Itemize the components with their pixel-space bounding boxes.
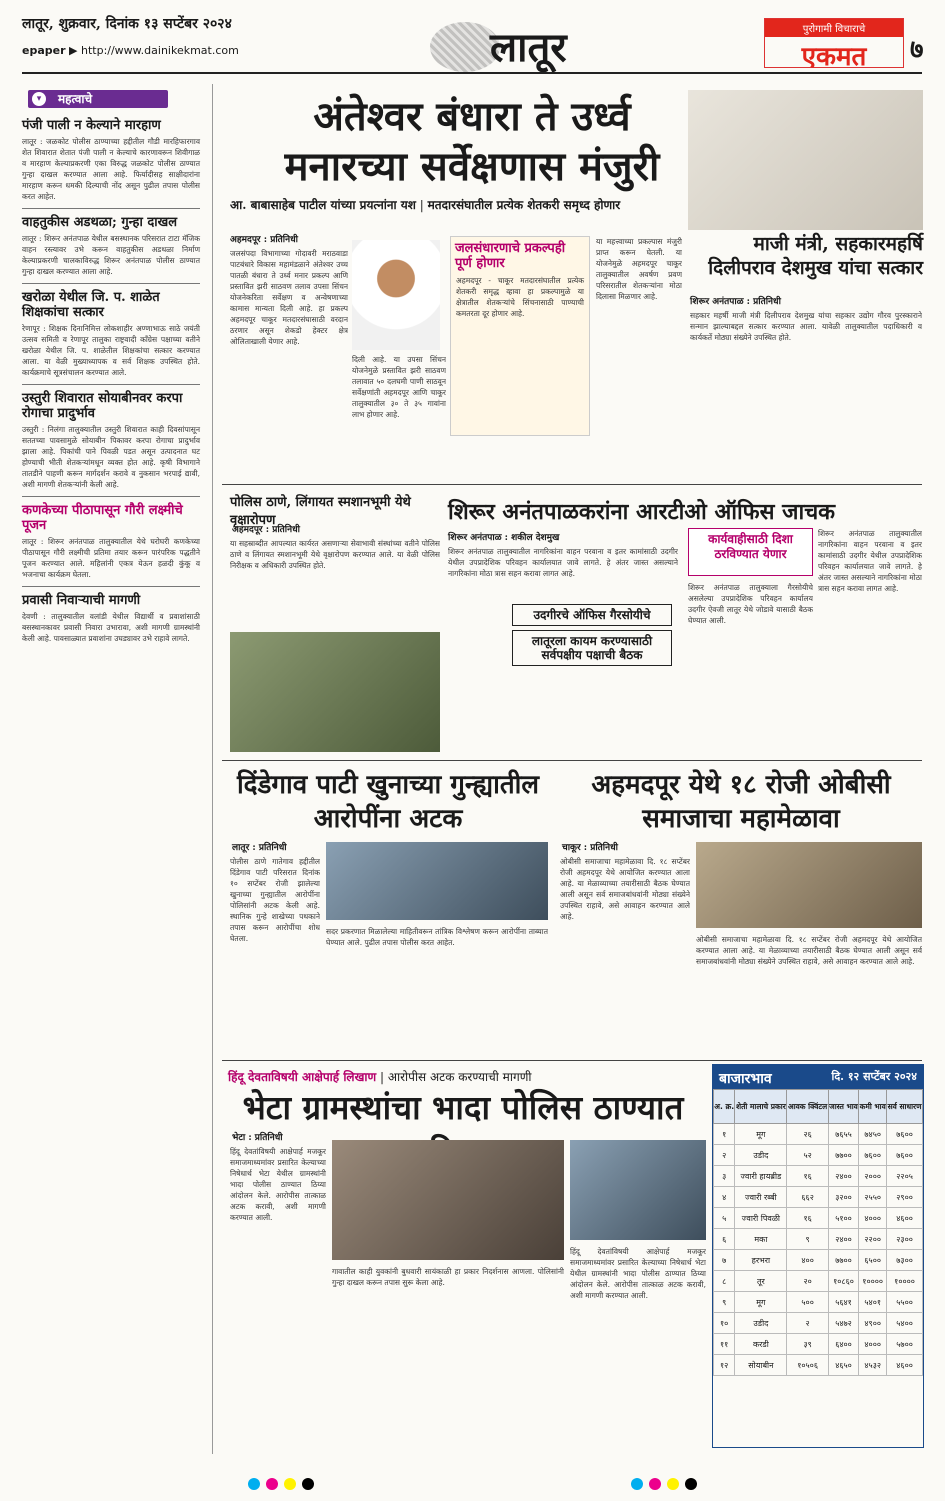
brief-item: उस्तुरी शिवारात सोयाबीनवर करपा रोगाचा प्रादुर्भाव उस्तुरी : निलंगा तालुक्यातील उस्तुरी शिवारात काही दिवसांपासून सततच्या पावसामुळे सोयाबीन पिकावर करपा रोगाचा प्रादुर्भाव झाला आहे. पिकांची पाने पिवळी पडत असून उत्पादनात घट होण्याची भीती शेतकऱ्यांमधून व्यक्त होत आहे. कृषी विभागाने तातडीने पाहणी करून मार्गदर्शन करावे व नुकसान भरपाई द्यावी, अशी मागणी शेतकऱ्यांनी केली आहे. xyxy=(22,391,200,497)
table-cell: ६ xyxy=(714,1229,735,1250)
masthead-url[interactable]: epaper ▶ http://www.dainikekmat.com xyxy=(22,44,239,57)
table-row xyxy=(714,1271,923,1292)
felicitation-dateline: शिरूर अनंतपाळ : प्रतिनिधी xyxy=(690,297,781,307)
table-cell: मका xyxy=(735,1229,787,1250)
table-cell: १ xyxy=(714,1124,735,1145)
table-row xyxy=(714,1145,923,1166)
table-cell: हरभरा xyxy=(735,1250,787,1271)
lead-body-col2: दिली आहे. या उपसा सिंचन योजनेमुळे प्रस्तावित झरी साठवण तलावात ५० दलघमी पाणी साठवून सर्वेक्षणांती अहमदपूर आणि चाकूर तालुक्यातील ३० ते ३५ गावांना लाभ होणार आहे. xyxy=(352,355,446,419)
table-cell: ९ xyxy=(787,1229,828,1250)
rto-dateline: शिरूर अनंतपाळ : शकील देशमुख xyxy=(448,533,560,543)
table-cell: ४००० xyxy=(859,1334,887,1355)
section-rule xyxy=(222,484,922,485)
plantation-photo xyxy=(230,632,440,752)
brand-tagline: पुरोगामी विचाराचे xyxy=(765,19,903,37)
brief-item: वाहतुकीस अडथळा; गुन्हा दाखल लातूर : शिरूर अनंतपाळ येथील बसस्थानक परिसरात टाटा मॅजिक वाहन रस्त्यावर उभे करून वाहतुकीस अडथळा निर्माण केल्याप्रकरणी चालकाविरुद्ध शिरूर अनंतपाळ पोलीस ठाण्यात गुन्हा दाखल करण्यात आला आहे. xyxy=(22,215,200,284)
column-divider xyxy=(212,84,213,1454)
table-cell: ४००० xyxy=(859,1208,887,1229)
protest-body-col2: गावातील काही युवकांनी बुधवारी सायंकाळी हा प्रकार निदर्शनास आणला. पोलिसांनी गुन्हा दाखल करून तपास सुरू केला आहे. xyxy=(332,1267,564,1287)
table-cell: ७ xyxy=(714,1250,735,1271)
table-cell: ७६०० xyxy=(859,1145,887,1166)
table-row xyxy=(714,1166,923,1187)
city-title: लातूर xyxy=(490,24,567,71)
table-cell: ७६०० xyxy=(887,1124,923,1145)
table-cell: मूग xyxy=(735,1124,787,1145)
page-number: ७ xyxy=(910,35,924,65)
obc-dateline: चाकूर : प्रतिनिधी xyxy=(562,843,619,853)
lead-subheadline: आ. बाबासाहेब पाटील यांच्या प्रयत्नांना यश | मतदारसंघातील प्रत्येक शेतकरी समृध्द होणार xyxy=(230,198,621,212)
felicitation-photo xyxy=(688,90,923,230)
table-row xyxy=(714,1229,923,1250)
table-row xyxy=(714,1187,923,1208)
murder-body-col2: सदर प्रकरणात मिळालेल्या माहितीवरून तांत्रिक विश्लेषण करून आरोपींना ताब्यात घेण्यात आले. पुढील तपास पोलीस करत आहेत. xyxy=(326,927,548,947)
masthead-rule xyxy=(22,72,922,74)
table-cell: ५४०१ xyxy=(859,1292,887,1313)
obc-headline: अहमदपूर येथे १८ रोजी ओबीसी समाजाचा महामेळावा xyxy=(591,770,891,834)
brand-logo xyxy=(764,18,904,72)
table-cell: ७३०० xyxy=(887,1250,923,1271)
table-cell: १०५०६ xyxy=(787,1355,828,1376)
table-cell: २ xyxy=(714,1145,735,1166)
left-briefs-column xyxy=(22,112,200,1472)
table-cell: २४०० xyxy=(828,1166,858,1187)
masthead-dateline: लातूर, शुक्रवार, दिनांक १३ सप्टेंबर २०२४ xyxy=(22,16,232,32)
table-row xyxy=(714,1292,923,1313)
market-rates-box xyxy=(712,1064,924,1448)
market-column-header: जास्त भाव xyxy=(828,1090,858,1124)
table-cell: १०८६० xyxy=(828,1271,858,1292)
epaper-label: epaper xyxy=(22,44,66,57)
market-column-header: अ. क्र. xyxy=(714,1090,735,1124)
table-cell: २९०० xyxy=(887,1187,923,1208)
table-cell: ४६०० xyxy=(887,1208,923,1229)
table-row xyxy=(714,1124,923,1145)
table-cell: ४६०० xyxy=(887,1355,923,1376)
market-title: बाजारभाव xyxy=(719,1071,772,1087)
table-cell: ५६४१ xyxy=(828,1292,858,1313)
table-row xyxy=(714,1334,923,1355)
table-cell: ११ xyxy=(714,1334,735,1355)
table-cell: ७७०० xyxy=(828,1250,858,1271)
plantation-body: या सहस्राब्दीत आपल्यात कार्यरत असणाऱ्या सेवाभावी संस्थांच्या वतीने पोलिस ठाणे व लिंगायत स्मशानभूमी येथे वृक्षारोपण करण्यात आले. या वेळी पोलिस निरीक्षक व अधिकारी उपस्थित होते. xyxy=(230,539,440,570)
market-column-header: आवक क्विंटल xyxy=(787,1090,828,1124)
table-cell: ७४५० xyxy=(859,1124,887,1145)
table-cell: ज्वारी रब्बी xyxy=(735,1187,787,1208)
table-cell: २५५० xyxy=(859,1187,887,1208)
murder-body-col1: पोलीस ठाणे गातेगाव हद्दीतील दिंडेगाव पाटी परिसरात दिनांक १० सप्टेंबर रोजी झालेल्या खुनाच्या गुन्ह्यातील आरोपींना पोलिसांनी अटक केली आहे. स्थानिक गुन्हे शाखेच्या पथकाने तपास करून आरोपींचा शोध घेतला. xyxy=(230,857,320,943)
murder-arrest-headline: दिंडेगाव पाटी खुनाच्या गुन्ह्यातील आरोपींना अटक xyxy=(236,770,540,834)
felicitation-body: सहकार महर्षी माजी मंत्री दिलीपराव देशमुख यांचा सहकार उद्योग गौरव पुरस्काराने सन्मान झाल्याबद्दल सत्कार करण्यात आला. यावेळी तालुक्यातील पदाधिकारी व कार्यकर्ते मोठ्या संख्येने उपस्थित होते. xyxy=(690,311,922,342)
obc-meeting-photo xyxy=(696,842,922,928)
market-column-header: कमी भाव xyxy=(859,1090,887,1124)
rto-body: शिरूर अनंतपाळ तालुक्यातील नागरिकांना वाहन परवाना व इतर कामांसाठी उदगीर येथील उपप्रादेशिक परिवहन कार्यालयात जावे लागते. हे अंतर जास्त असल्याने नागरिकांना मोठा त्रास सहन करावा लागत आहे. xyxy=(448,547,678,578)
section-rule xyxy=(222,1060,922,1061)
obc-body: ओबीसी समाजाचा महामेळावा दि. १८ सप्टेंबर रोजी अहमदपूर येथे आयोजित करण्यात आला आहे. या मेळाव्याच्या तयारीसाठी बैठक घेण्यात आली असून सर्व समाजबांधवांनी मोठ्या संख्येने उपस्थित राहावे, असे आवाहन करण्यात आले आहे. xyxy=(560,857,690,921)
table-cell: मूग xyxy=(735,1292,787,1313)
felicitation-headline: माजी मंत्री, सहकारमहर्षि दिलीपराव देशमुख यांचा सत्कार xyxy=(708,233,923,279)
table-cell: ६५०० xyxy=(859,1250,887,1271)
table-cell: ज्वारी हायब्रीड xyxy=(735,1166,787,1187)
table-cell: ६४०० xyxy=(828,1334,858,1355)
highlights-badge: महत्वाचे xyxy=(28,90,168,108)
website-link[interactable]: http://www.dainikekmat.com xyxy=(80,44,239,57)
table-cell: २० xyxy=(787,1271,828,1292)
table-cell: सोयाबीन xyxy=(735,1355,787,1376)
murder-dateline: लातूर : प्रतिनिधी xyxy=(232,843,287,853)
arrest-photo xyxy=(326,842,548,920)
rto-headline: शिरूर अनंतपाळकरांना आरटीओ ऑफिस जाचक xyxy=(448,499,836,525)
lead-body-col4: या महत्त्वाच्या प्रकल्पास मंजुरी प्राप्त करून घेतली. या योजनेमुळे अहमदपूर चाकूर तालुक्यातील अवर्षण प्रवण परिसरातील शेतकऱ्यांना मोठा दिलासा मिळणार आहे. xyxy=(596,237,682,301)
table-cell: १६ xyxy=(787,1166,828,1187)
brief-item: पंजी पाली न केल्याने मारहाण लातूर : जळकोट पोलीस ठाण्याच्या हद्दीतील गौडी मारहिफारगाव शेत शिवारात शेतात पंजी पाली न केल्याचे कारणावरून शिवीगाळ व मारहाण केल्याप्रकरणी एका विरुद्ध जळकोट पोलीस ठाण्यात गुन्हा दाखल करण्यात आला आहे. फिर्यादीसह साक्षीदारांना मारहाण करून धमकी दिल्याची नोंद असून पुढील तपास पोलीस करत आहेत. xyxy=(22,118,200,209)
sidebar-box-title: जलसंधारणाचे प्रकल्पही पूर्ण होणार xyxy=(455,241,566,271)
table-cell: ३९ xyxy=(787,1334,828,1355)
table-cell: ४६५० xyxy=(828,1355,858,1376)
table-cell: १०००० xyxy=(887,1271,923,1292)
brief-item: खरोळा येथील जि. प. शाळेत शिक्षकांचा सत्कार रेणापूर : शिक्षक दिनानिमित्त लोकशाहीर अण्णाभाऊ साठे जयंती उत्सव समिती व रेणापूर तालुका राष्ट्रवादी काँग्रेस पक्षाच्या वतीने खरोळा येथील जि. प. शाळेतील शिक्षकांचा सत्कार करण्यात आला. या वेळी मुख्याध्यापक व सर्व शिक्षक उपस्थित होते. कार्यक्रमाचे सूत्रसंचालन करण्यात आले. xyxy=(22,290,200,385)
table-cell: ४५३२ xyxy=(859,1355,887,1376)
table-cell: २२०५ xyxy=(887,1166,923,1187)
plantation-dateline: अहमदपूर : प्रतिनिधी xyxy=(232,525,300,535)
rto-pink-box: कार्यवाहीसाठी दिशा ठरविण्यात येणार xyxy=(688,528,813,576)
table-cell: करडी xyxy=(735,1334,787,1355)
rto-body-col3: शिरूर अनंतपाळ तालुक्यातील नागरिकांना वाहन परवाना व इतर कामांसाठी उदगीर येथील उपप्रादेशिक परिवहन कार्यालयात जावे लागते. हे अंतर जास्त असल्याने नागरिकांना मोठा त्रास सहन करावा लागत आहे. xyxy=(818,529,922,593)
market-rates-header xyxy=(713,1065,923,1089)
protest-kicker: हिंदू देवताविषयी आक्षेपार्ह लिखाण | आरोपीस अटक करण्याची मागणी xyxy=(228,1070,532,1084)
table-cell: ३२०० xyxy=(828,1187,858,1208)
table-cell: ५०० xyxy=(787,1292,828,1313)
table-cell: ७७०० xyxy=(828,1145,858,1166)
table-cell: ६६२ xyxy=(787,1187,828,1208)
table-cell: ८ xyxy=(714,1271,735,1292)
market-rates-table xyxy=(713,1089,923,1376)
table-cell: ९ xyxy=(714,1292,735,1313)
print-registration-marks xyxy=(0,1475,945,1495)
table-cell: तूर xyxy=(735,1271,787,1292)
table-cell: ५ xyxy=(714,1208,735,1229)
chevron-down-icon: ▾ xyxy=(32,92,46,106)
table-row xyxy=(714,1208,923,1229)
sidebar-box-text: अहमदपूर - चाकूर मतदारसंघातील प्रत्येक शेतकरी समृद्ध व्हावा हा प्रकल्पामुळे या क्षेत्रातील शेतकऱ्यांचे सिंचनासाठी पाण्याची कमतरता दूर होणार आहे. xyxy=(456,276,584,318)
brief-item: प्रवासी निवाऱ्याची मागणी देवणी : तालुक्यातील वलांडी येथील विद्यार्थी व प्रवाशांसाठी बसस्थानकावर प्रवासी निवारा उभारावा, अशी मागणी ग्रामस्थांनी केली आहे. पावसाळ्यात प्रवाशांना उघड्यावर उभे राहावे लागते. xyxy=(22,593,200,643)
brief-item: कणकेच्या पीठापासून गौरी लक्ष्मीचे पूजन लातूर : शिरूर अनंतपाळ तालुक्यातील येथे घरोघरी कणकेच्या पीठापासून गौरी लक्ष्मीची प्रतिमा तयार करून पारंपरिक पद्धतीने पूजन करण्यात आले. महिलांनी एकत्र येऊन हळदी कुंकू व भजनाचा कार्यक्रम घेतला. xyxy=(22,503,200,587)
lead-dateline: अहमदपूर : प्रतिनिधी xyxy=(230,235,298,245)
table-cell: २ xyxy=(787,1313,828,1334)
table-cell: १२ xyxy=(714,1355,735,1376)
rto-subhead-1: उदगीरचे ऑफिस गैरसोयीचे xyxy=(512,604,672,626)
table-cell: २६ xyxy=(787,1124,828,1145)
obc-body-col2: ओबीसी समाजाचा महामेळावा दि. १८ सप्टेंबर रोजी अहमदपूर येथे आयोजित करण्यात आला आहे. या मेळाव्याच्या तयारीसाठी बैठक घेण्यात आली असून सर्व समाजबांधवांनी मोठ्या संख्येने उपस्थित राहावे, असे आवाहन करण्यात आले आहे. xyxy=(696,935,922,966)
protest-body-col3: हिंदू देवतांविषयी आक्षेपार्ह मजकूर समाजमाध्यमांवर प्रसारित केल्याच्या निषेधार्थ भेटा येथील ग्रामस्थांनी भादा पोलीस ठाण्यात ठिय्या आंदोलन केले. आरोपीस तात्काळ अटक करावी, अशी मागणी करण्यात आली. xyxy=(570,1247,706,1300)
table-cell: उडीद xyxy=(735,1145,787,1166)
table-cell: ४९०० xyxy=(859,1313,887,1334)
table-cell: ५४०० xyxy=(887,1313,923,1334)
table-cell: ५५०० xyxy=(887,1292,923,1313)
table-cell: १६ xyxy=(787,1208,828,1229)
table-cell: ३ xyxy=(714,1166,735,1187)
table-cell: ५४७२ xyxy=(828,1313,858,1334)
table-row xyxy=(714,1250,923,1271)
table-cell: ५१०० xyxy=(828,1208,858,1229)
table-row xyxy=(714,1355,923,1376)
mla-portrait xyxy=(352,240,440,350)
lead-headline: अंतेश्वर बंधारा ते उर्ध्व मनारच्या सर्वेक्षणास मंजुरी xyxy=(284,93,660,190)
table-cell: ज्वारी पिवळी xyxy=(735,1208,787,1229)
table-cell: ५२ xyxy=(787,1145,828,1166)
lead-sidebar-box xyxy=(450,236,590,436)
table-cell: ४ xyxy=(714,1187,735,1208)
rto-subhead-2: लातूरला कायम करण्यासाठी सर्वपक्षीय पक्षाची बैठक xyxy=(512,630,672,666)
protest-body-col1: हिंदू देवतांविषयी आक्षेपार्ह मजकूर समाजमाध्यमांवर प्रसारित केल्याच्या निषेधार्थ भेटा येथील ग्रामस्थांनी भादा पोलीस ठाण्यात ठिय्या आंदोलन केले. आरोपीस तात्काळ अटक करावी, अशी मागणी करण्यात आली. xyxy=(230,1147,326,1222)
rto-subheads xyxy=(512,604,672,670)
market-date: दि. १२ सप्टेंबर २०२४ xyxy=(831,1070,917,1083)
plantation-headline: पोलिस ठाणे, लिंगायत स्मशानभूमी येथे वृक्षारोपण xyxy=(230,495,411,528)
table-cell: २४०० xyxy=(828,1229,858,1250)
table-cell: उडीद xyxy=(735,1313,787,1334)
table-row xyxy=(714,1313,923,1334)
table-cell: १० xyxy=(714,1313,735,1334)
market-column-header: शेती मालाचे प्रकार xyxy=(735,1090,787,1124)
table-cell: ७६५५ xyxy=(828,1124,858,1145)
protest-dateline: भेटा : प्रतिनिधी xyxy=(232,1133,283,1143)
table-cell: १०००० xyxy=(859,1271,887,1292)
table-cell: २३०० xyxy=(887,1229,923,1250)
table-cell: ४०० xyxy=(787,1250,828,1271)
lead-body-col1: जलसंपदा विभागाच्या गोदावरी मराठवाडा पाटबंधारे विकास महामंडळाने अंतेश्वर उच्च पातळी बंधारा ते उर्ध्व मनार प्रकल्प आणि प्रस्तावित झरी साठवण तलाव उपसा सिंचन योजनेकरिता सर्वेक्षण व अन्वेषणाच्या कामास मान्यता दिली आहे. हा प्रकल्प अहमदपूर चाकूर मतदारसंघासाठी वरदान ठरणार असून शेकडो हेक्टर क्षेत्र ओलिताखाली येणार आहे. xyxy=(230,249,348,346)
police-station-photo xyxy=(570,1140,706,1240)
table-cell: २२०० xyxy=(859,1229,887,1250)
section-rule xyxy=(222,760,922,761)
brand-name: एकमत xyxy=(801,42,867,72)
protest-headline: भेटा ग्रामस्थांचा भादा पोलिस ठाण्यात xyxy=(242,1088,684,1127)
table-cell: ७६०० xyxy=(887,1145,923,1166)
market-column-header: सर्व साधारण xyxy=(887,1090,923,1124)
rto-pink-body: शिरूर अनंतपाळ तालुक्याला गैरसोयीचे असलेल्या उपप्रादेशिक परिवहन कार्यालय उदगीर ऐवजी लातूर येथे जोडावे यासाठी बैठक घेण्यात आली. xyxy=(688,583,813,625)
table-cell: ५७०० xyxy=(887,1334,923,1355)
table-cell: २००० xyxy=(859,1166,887,1187)
protest-photo xyxy=(332,1140,564,1260)
